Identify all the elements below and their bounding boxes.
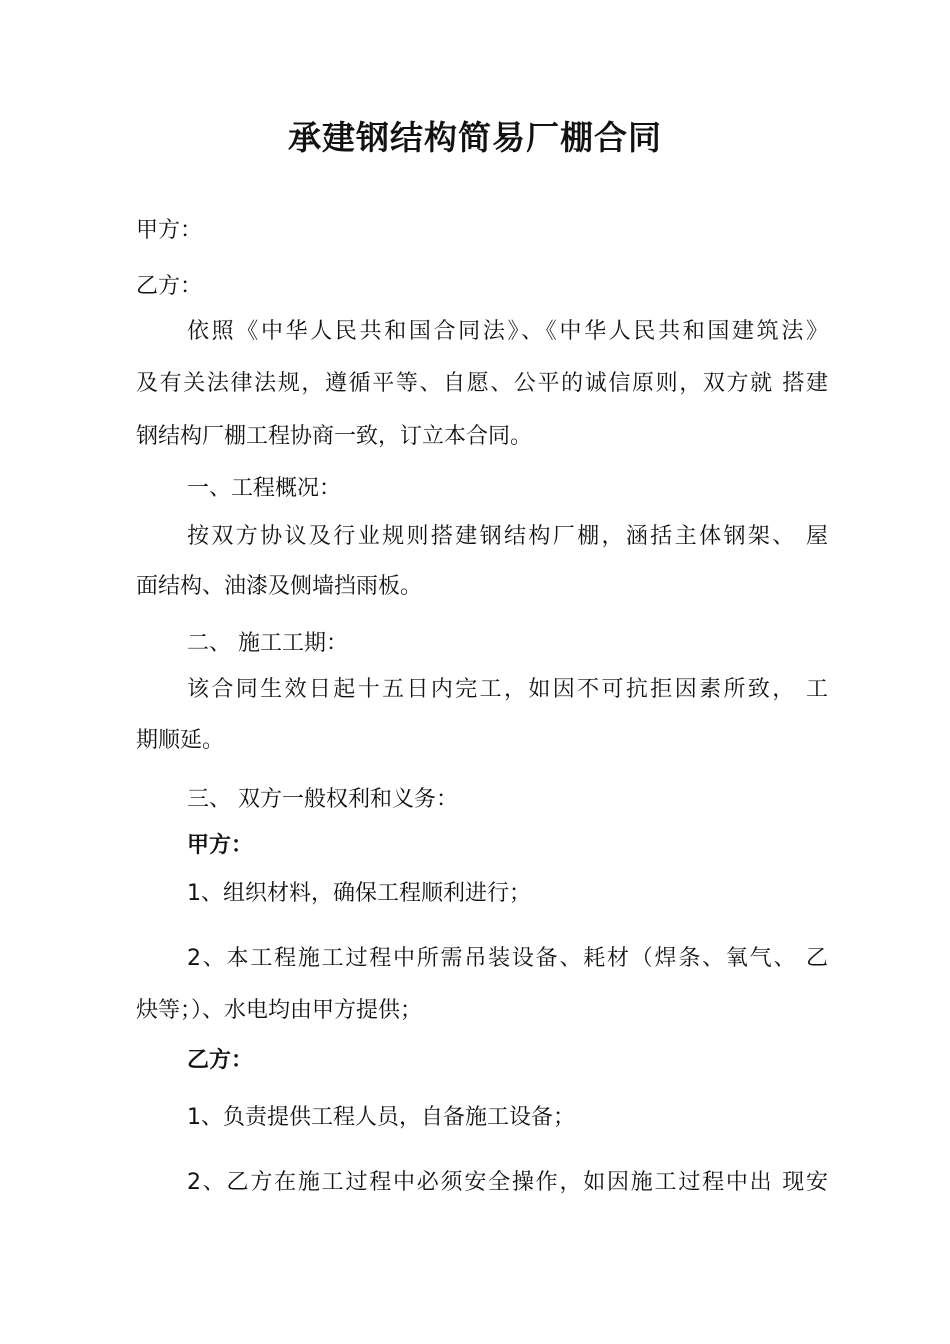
section-2-line-2: 期顺延。 xyxy=(136,728,225,753)
party-a-item-1: 1、组织材料，确保工程顺利进行； xyxy=(187,881,531,906)
party-b-item-2-line-1: 2、乙方在施工过程中必须安全操作，如因施工过程中出 现安 xyxy=(187,1170,828,1195)
section-1-heading: 一、工程概况： xyxy=(187,476,342,501)
party-b-item-1: 1、负责提供工程人员，自备施工设备； xyxy=(187,1105,575,1130)
party-b-heading: 乙方： xyxy=(187,1048,254,1073)
party-a-item-2-line-2: 炔等；）、水电均由甲方提供； xyxy=(136,998,423,1023)
section-2-line-1: 该合同生效日起十五日内完工，如因不可抗拒因素所致， 工 xyxy=(187,677,828,702)
section-1-line-2: 面结构、油漆及侧墙挡雨板。 xyxy=(136,574,423,599)
preamble-line-1: 依照《中华人民共和国合同法》、《中华人民共和国建筑法》 xyxy=(187,319,828,344)
document-title: 承建钢结构简易厂棚合同 xyxy=(288,118,662,157)
party-a-heading: 甲方： xyxy=(187,833,254,858)
section-1-line-1: 按双方协议及行业规则搭建钢结构厂棚，涵括主体钢架、 屋 xyxy=(187,524,828,549)
party-a-item-2-line-1: 2、本工程施工过程中所需吊装设备、耗材（焊条、氧气、 乙 xyxy=(187,946,828,971)
party-a-line: 甲方： xyxy=(136,218,203,243)
section-2-heading: 二、 施工工期： xyxy=(187,631,348,656)
preamble-line-3: 钢结构厂棚工程协商一致，订立本合同。 xyxy=(136,424,533,449)
party-b-line: 乙方： xyxy=(136,274,203,299)
section-3-heading: 三、 双方一般权利和义务： xyxy=(187,787,458,812)
preamble-line-2: 及有关法律法规，遵循平等、自愿、公平的诚信原则，双方就 搭建 xyxy=(136,371,828,396)
